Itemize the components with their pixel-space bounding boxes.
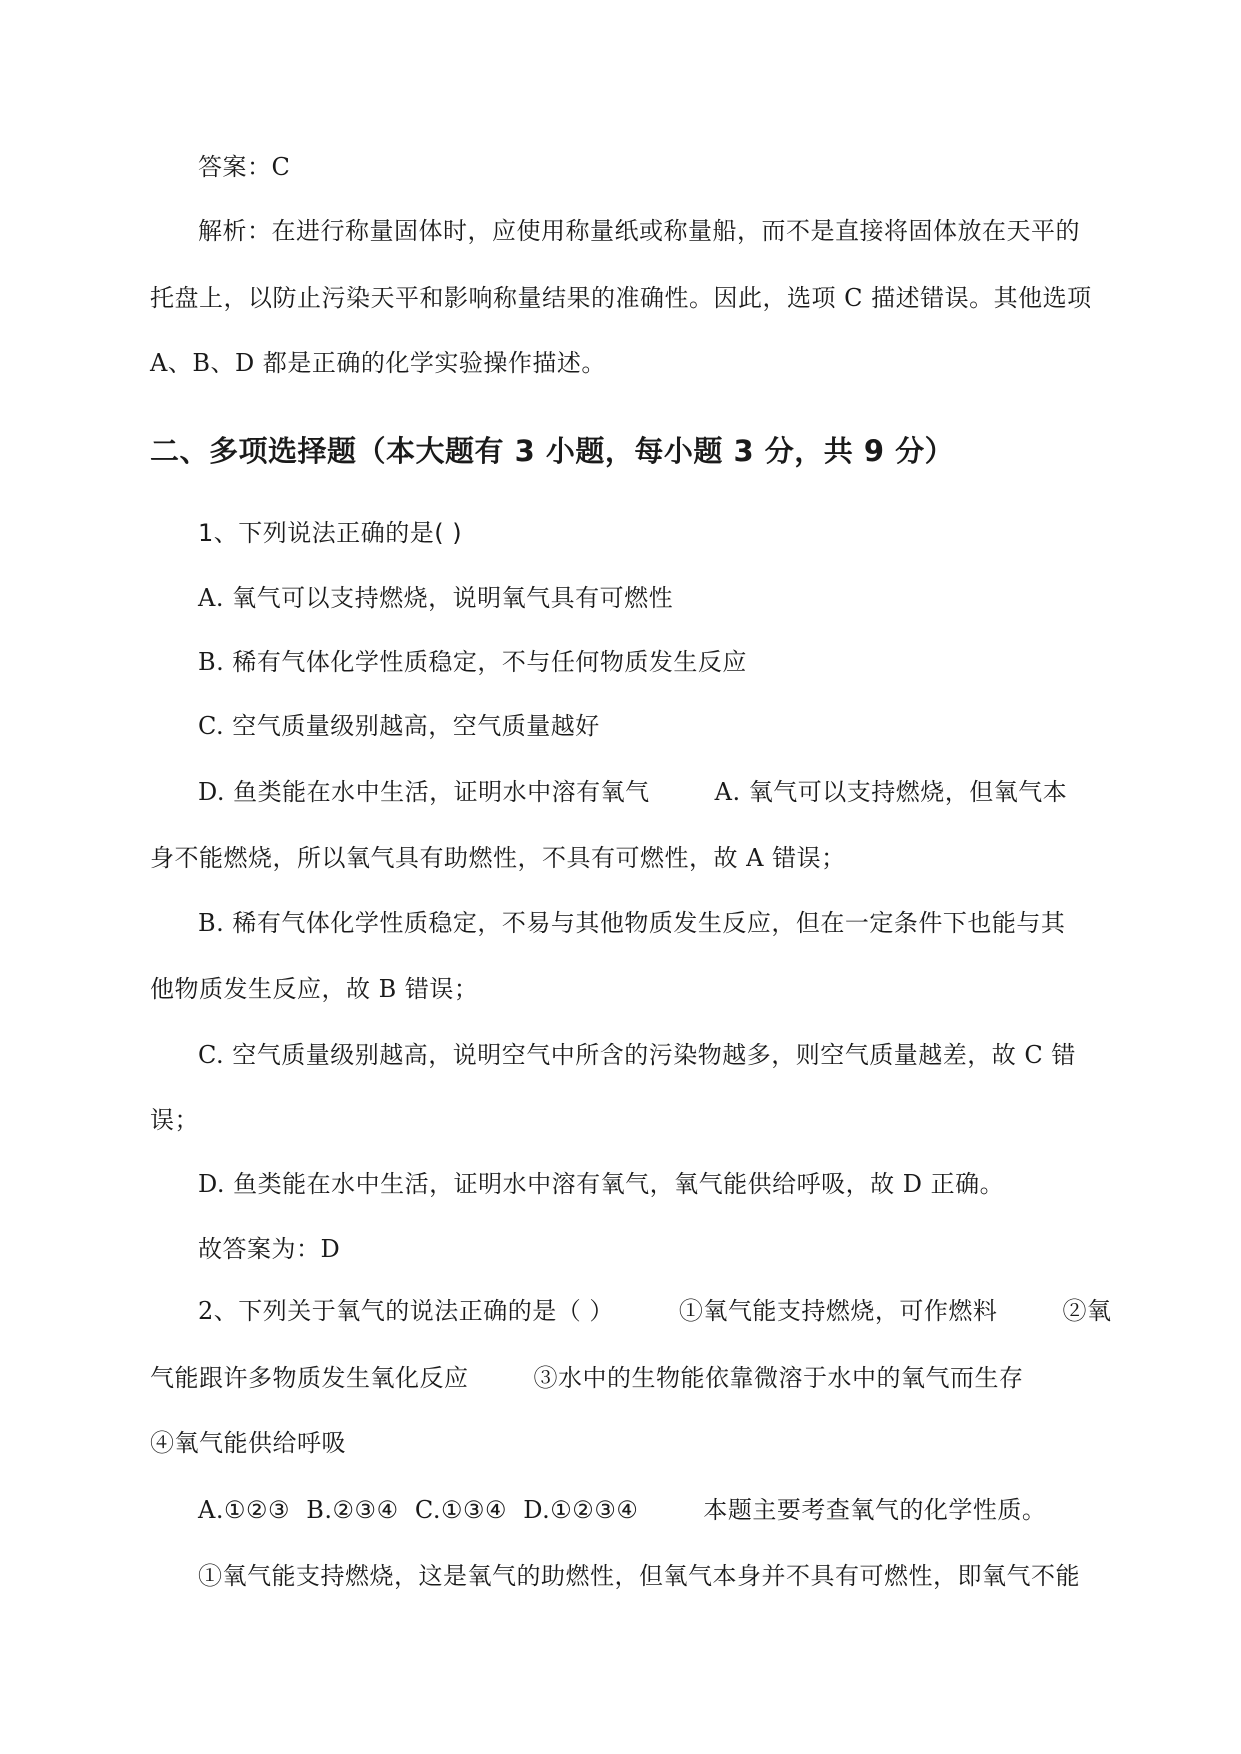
question-1-answer: 故答案为：D (198, 1235, 341, 1263)
analysis-line-2: 托盘上，以防止污染天平和影响称量结果的准确性。因此，选项 C 描述错误。其他选项 (150, 284, 1092, 312)
question-1-option-b: B. 稀有气体化学性质稳定，不与任何物质发生反应 (198, 648, 747, 676)
explanation-line-5: 误； (150, 1106, 199, 1134)
section-heading: 二、多项选择题（本大题有 3 小题，每小题 3 分，共 9 分） (150, 434, 955, 468)
analysis-line-1: 解析：在进行称量固体时，应使用称量纸或称量船，而不是直接将固体放在天平的 (198, 217, 1080, 245)
question-2-options: A.①②③ B.②③④ C.①③④ D.①②③④ 本题主要考查氧气的化学性质。 (198, 1496, 1047, 1524)
question-2-stem-3: ④氧气能供给呼吸 (150, 1429, 346, 1457)
explanation-line-4: C. 空气质量级别越高，说明空气中所含的污染物越多，则空气质量越差，故 C 错 (198, 1041, 1076, 1069)
explanation-line-6: D. 鱼类能在水中生活，证明水中溶有氧气，氧气能供给呼吸，故 D 正确。 (198, 1170, 1005, 1198)
question-2-explanation-1: ①氧气能支持燃烧，这是氧气的助燃性，但氧气本身并不具有可燃性，即氧气不能 (198, 1562, 1080, 1590)
question-1-stem: 1、下列说法正确的是( ) (198, 519, 463, 547)
question-2-stem-2: 气能跟许多物质发生氧化反应 ③水中的生物能依靠微溶于水中的氧气而生存 (150, 1364, 1024, 1392)
answer-line: 答案：C (198, 153, 291, 181)
question-1-option-c: C. 空气质量级别越高，空气质量越好 (198, 712, 600, 740)
explanation-line-1: 身不能燃烧，所以氧气具有助燃性，不具有可燃性，故 A 错误； (150, 844, 846, 872)
explanation-line-2: B. 稀有气体化学性质稳定，不易与其他物质发生反应，但在一定条件下也能与其 (198, 909, 1066, 937)
question-1-option-d: D. 鱼类能在水中生活，证明水中溶有氧气 A. 氧气可以支持燃烧，但氧气本 (198, 778, 1068, 806)
question-2-stem: 2、下列关于氧气的说法正确的是（ ） ①氧气能支持燃烧，可作燃料 ②氧 (198, 1297, 1112, 1325)
explanation-line-3: 他物质发生反应，故 B 错误； (150, 975, 479, 1003)
question-1-option-a: A. 氧气可以支持燃烧，说明氧气具有可燃性 (198, 584, 674, 612)
analysis-line-3: A、B、D 都是正确的化学实验操作描述。 (150, 349, 606, 377)
